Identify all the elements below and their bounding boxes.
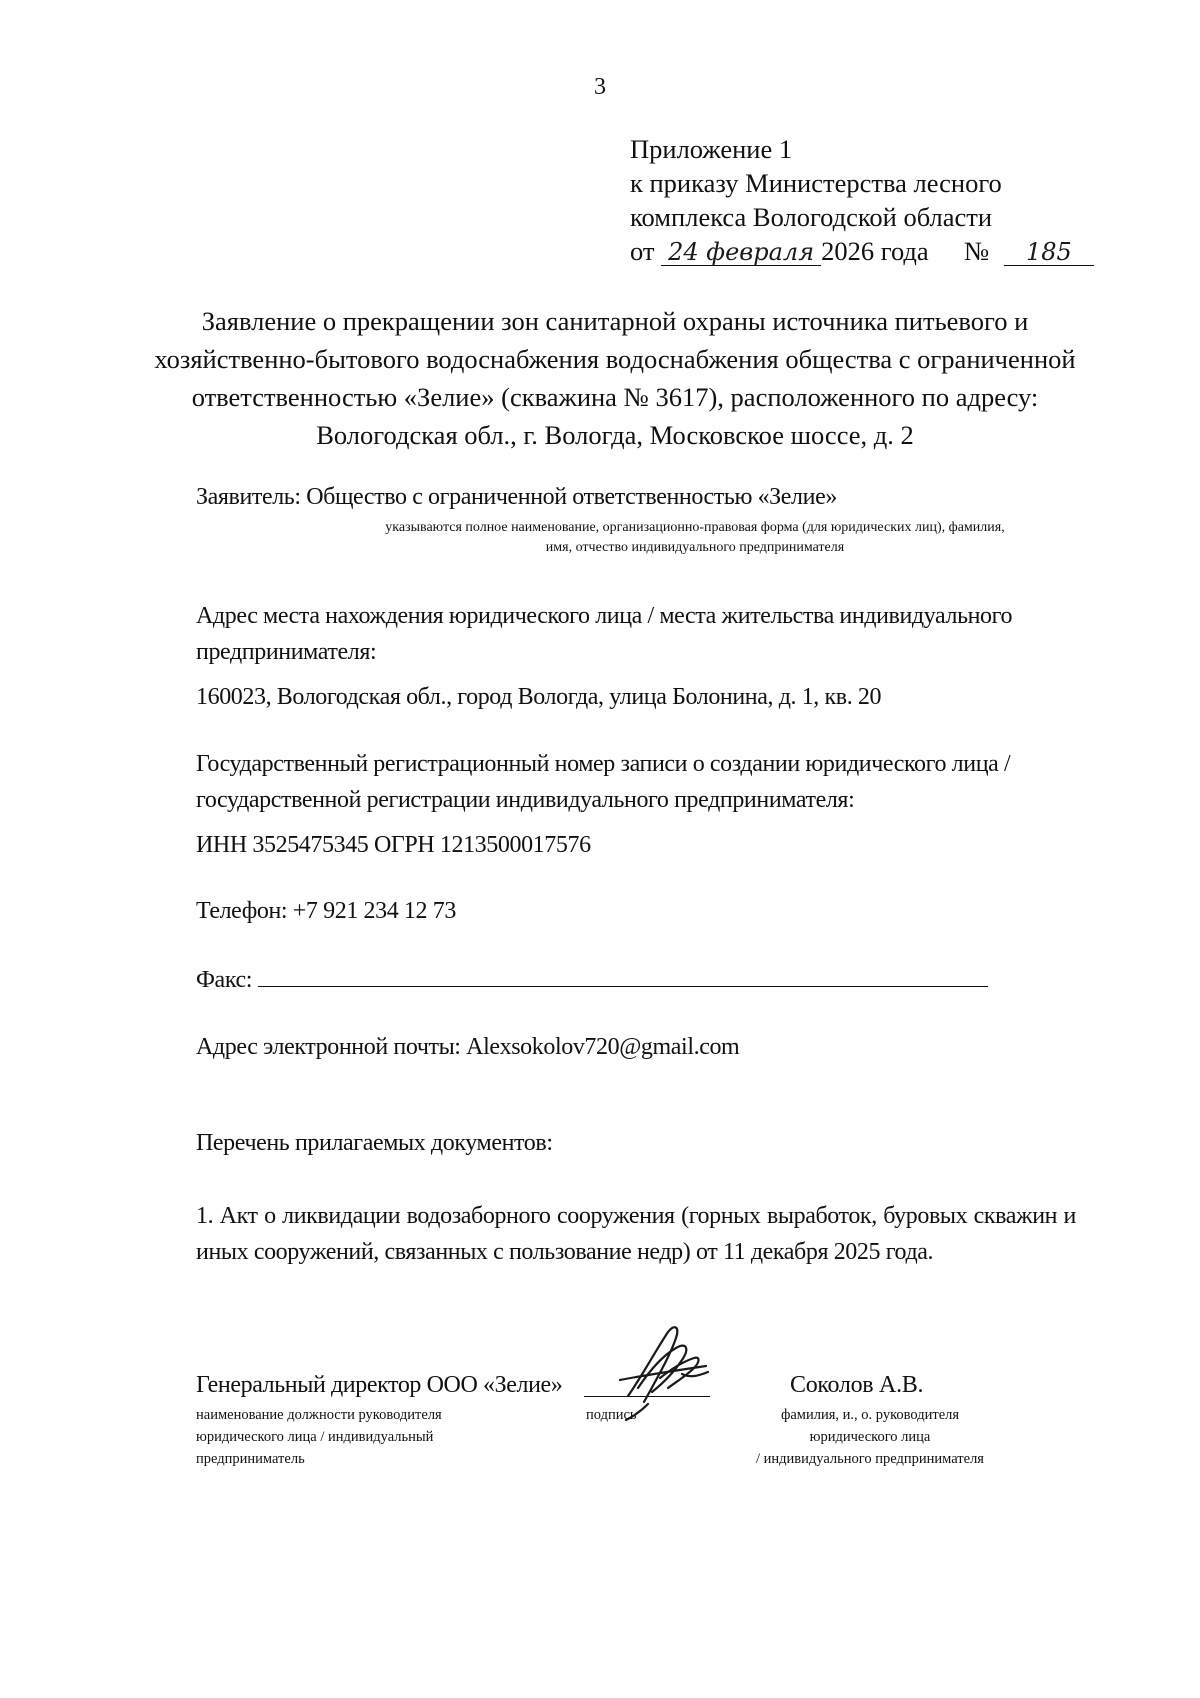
handwritten-number: 185 (1004, 239, 1094, 266)
email-line: Адрес электронной почты: Alexsokolov720@gmail.com (196, 1034, 740, 1060)
signatory-name: Соколов А.В. (790, 1372, 924, 1398)
applicant-note (300, 518, 1090, 558)
name-note (720, 1404, 1020, 1470)
address-label-line-2: предпринимателя: (196, 639, 377, 665)
name-note-line-2: юридического лица (809, 1429, 931, 1445)
position-note-line-2: юридического лица / индивидуальный (196, 1429, 434, 1445)
title-line-3: ответственностью «Зелие» (скважина № 3617), расположенного по адресу: (191, 382, 1039, 412)
signature-label: подпись (586, 1407, 637, 1423)
registration-value: ИНН 3525475345 ОГРН 1213500017576 (196, 832, 591, 858)
address-label-line-1: Адрес места нахождения юридического лица / места жительства индивидуального (196, 603, 1013, 629)
applicant-line: Заявитель: Общество с ограниченной ответственностью «Зелие» (196, 484, 837, 510)
name-note-line-3: / индивидуального предпринимателя (756, 1451, 984, 1467)
fax-blank-line (258, 966, 988, 987)
registration-label-line-2: государственной регистрации индивидуального предпринимателя: (196, 787, 855, 813)
signatory-position: Генеральный директор ООО «Зелие» (196, 1372, 563, 1398)
position-note-line-1: наименование должности руководителя (196, 1407, 442, 1423)
documents-heading: Перечень прилагаемых документов: (196, 1130, 553, 1156)
title-line-4: Вологодская обл., г. Вологда, Московское шоссе, д. 2 (316, 420, 914, 450)
applicant-note-line-1: указываются полное наименование, организационно-правовая форма (для юридических лиц), фамилия, (385, 520, 1005, 535)
appendix-line-3: комплекса Вологодской области (630, 202, 993, 232)
document-title (120, 302, 1110, 454)
phone-line: Телефон: +7 921 234 12 73 (196, 898, 456, 924)
handwritten-date: 24 февраля (661, 239, 821, 266)
appendix-line-2: к приказу Министерства лесного (630, 168, 1002, 198)
appendix-date-line (630, 234, 1094, 268)
address-label (196, 598, 1076, 670)
title-line-2: хозяйственно-бытового водоснабжения водоснабжения общества с ограниченной (154, 344, 1076, 374)
title-line-1: Заявление о прекращении зон санитарной охраны источника питьевого и (201, 306, 1029, 336)
registration-label-line-1: Государственный регистрационный номер записи о создании юридического лица / (196, 751, 1011, 777)
handwritten-signature (590, 1318, 720, 1428)
page-number: 3 (594, 74, 606, 100)
appendix-line-1: Приложение 1 (630, 134, 793, 164)
position-note (196, 1404, 526, 1470)
date-prefix: от (630, 236, 655, 266)
fax-label: Факс: (196, 967, 252, 993)
date-year: 2026 года (821, 236, 929, 266)
fax-row (196, 966, 1076, 994)
position-note-line-3: предприниматель (196, 1451, 305, 1467)
appendix-block (630, 132, 1094, 268)
applicant-note-line-2: имя, отчество индивидуального предпринимателя (545, 540, 845, 555)
number-sign: № (963, 236, 990, 266)
address-value: 160023, Вологодская обл., город Вологда, улица Болонина, д. 1, кв. 20 (196, 684, 882, 710)
registration-label (196, 746, 1076, 818)
name-note-line-1: фамилия, и., о. руководителя (780, 1407, 960, 1423)
documents-item-1: 1. Акт о ликвидации водозаборного сооружения (горных выработок, буровых скважин и иных сооружений, связанных с пользование недр) от 11 декабря 2025 года. (196, 1203, 1076, 1265)
